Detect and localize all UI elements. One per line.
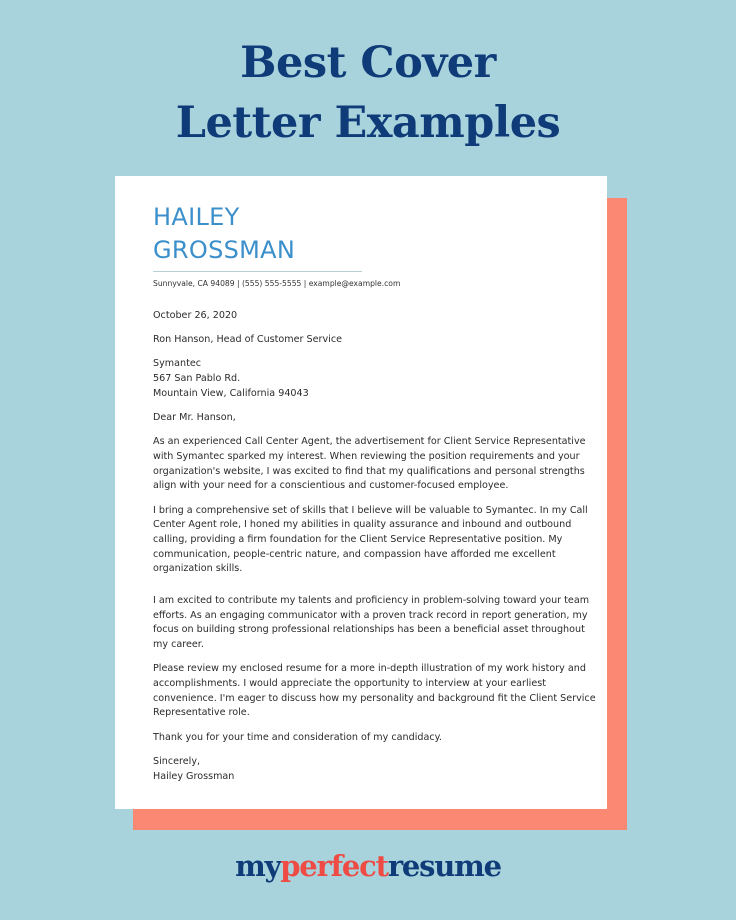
paragraph-line: focus on building strong professional relationships has been a beneficial asset throughout [153,624,585,636]
recipient-city: Mountain View, California 94043 [153,387,309,399]
paragraph-line: align with your need for a conscientious and customer-focused employee. [153,480,509,492]
letter-paragraph-5 [153,731,573,746]
applicant-name [153,201,295,267]
letter-signature: Hailey Grossman [153,770,235,782]
paragraph-line: efforts. As an engaging communicator with a proven track record in report generation, my [153,609,588,621]
paragraph-line: convenience. I'm eager to discuss how my personality and background fit the Client Service [153,692,596,704]
recipient-company: Symantec [153,358,202,370]
page-headline [0,33,736,153]
letter-recipient: Ron Hanson, Head of Customer Service [153,334,342,346]
paragraph-line: organization skills. [153,563,243,575]
paragraph-line: As an experienced Call Center Agent, the advertisement for Client Service Representative [153,436,586,448]
letter-signoff [153,755,573,784]
logo-my: my [235,849,281,883]
paragraph-line: Please review my enclosed resume for a more in-depth illustration of my work history and [153,663,586,675]
applicant-last-name: GROSSMAN [153,236,296,264]
paragraph-line: organization's website, I was excited to find that my qualifications and personal strengths [153,465,585,477]
paragraph-line: my career. [153,639,204,651]
letter-paragraph-3 [153,594,590,653]
applicant-first-name: HAILEY [153,203,240,231]
paragraph-line: calling, providing a firm foundation for the Client Service Representative position. My [153,533,563,545]
contact-info: Sunnyvale, CA 94089 | (555) 555-5555 | example@example.com [153,279,401,288]
headline-line-1: Best Cover [240,38,496,88]
paragraph-line: I am excited to contribute my talents and proficiency in problem-solving toward your team [153,595,590,607]
paragraph-line: Representative role. [153,707,250,719]
recipient-address [153,357,573,401]
recipient-street: 567 San Pablo Rd. [153,373,241,385]
paragraph-line: Thank you for your time and consideration of my candidacy. [153,731,442,743]
paragraph-line: communication, people-centric nature, and compassion have afforded me excellent [153,548,556,560]
letter-paragraph-4 [153,662,596,721]
logo-resume: resume [387,849,501,883]
paragraph-line: with Symantec sparked my interest. When reviewing the position requirements and your [153,450,580,462]
letter-salutation: Dear Mr. Hanson, [153,412,236,424]
letter-closing: Sincerely, [153,755,201,767]
paragraph-line: accomplishments. I would appreciate the opportunity to interview at your earliest [153,678,546,690]
headline-line-2: Letter Examples [175,98,561,148]
paragraph-line: I bring a comprehensive set of skills that I believe will be valuable to Symantec. In my Call [153,504,588,516]
letter-body [153,309,596,794]
name-divider [153,271,362,272]
paragraph-line: Center Agent role, I honed my abilities in quality assurance and inbound and outbound [153,519,572,531]
letter-paragraph-2 [153,504,588,578]
myperfectresume-logo [0,846,736,886]
letter-paragraph-1 [153,435,586,494]
cover-letter-page [115,176,607,809]
logo-perfect: perfect [280,849,388,883]
letter-date: October 26, 2020 [153,310,238,321]
